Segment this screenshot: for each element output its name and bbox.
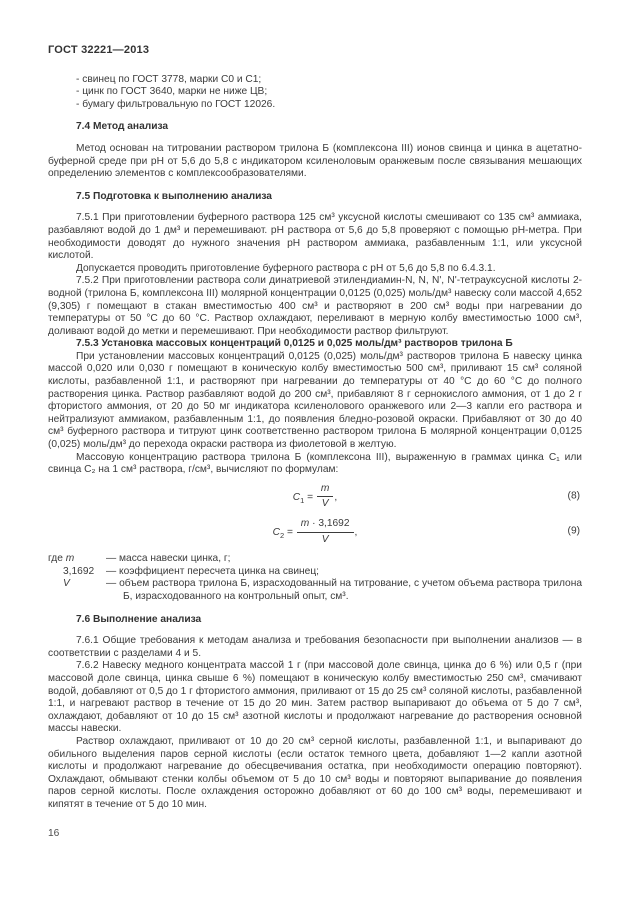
where-term: V (63, 578, 70, 590)
where-term: 3,1692 (63, 565, 95, 577)
formula-8-subscript: 1 (300, 495, 305, 505)
formula-8-variable: C (292, 491, 301, 503)
term-symbol: m (65, 553, 75, 565)
paragraph-7-5-3a: При установлении массовых концентраций 0,0125 (0,025) моль/дм³ растворов трилона Б навеску цинка массой 0,020 или 0,030 г помещают в коническую колбу вместимостью 500 см³, приливают 15 см³ соляной кислоты, разбавленной 1:1, и растворяют при нагревании до температуры от 40 °С до 60 °С до полного растворения цинка. Раствор разбавляют водой до 200 см³, прибавляют 8 г сернокислого аммония, от 1 до 2 г фтористого аммония, от 20 до 50 мг индикатора ксиленолового оранжевого или 2—3 капли его раствора и нейтрализуют аммиаком, разбавленным 1:1, до появления бледно-розовой окраски. Прибавляют от 30 до 40 см³ буферного раствора и титруют цинк соответственно раствором трилона Б молярной концентрации 0,0125 (0,025) моль/дм³ до перехода окраски раствора из фиолетовой в желтую. (48, 350, 582, 451)
where-definition: — масса навески цинка, г; (106, 553, 231, 565)
numerator-factor: · 3,1692 (309, 518, 350, 529)
numerator-variable: m (320, 482, 330, 494)
fraction-numerator (317, 483, 334, 497)
equals-sign: = (287, 526, 293, 538)
materials-item: - цинк по ГОСТ 3640, марки не ниже ЦВ; (76, 86, 268, 98)
equation-number-9: (9) (567, 525, 580, 537)
paragraph-7-5-3b: Массовую концентрацию раствора трилона Б (комплексона III), выраженную в граммах цинка C₁ или свинца C₂ на 1 см³ раствора, г/см³, вычисляют по формулам: (48, 451, 582, 476)
formula-9-comma: , (354, 526, 358, 538)
fraction (297, 518, 354, 546)
where-row (48, 553, 582, 566)
formula-9-row (48, 518, 582, 546)
paragraph-7-5-1-note: Допускается проводить приготовление буферного раствора с pH от 5,6 до 5,8 по 6.4.3.1. (76, 262, 496, 274)
where-definition: — объем раствора трилона Б, израсходованный на титрование, с учетом объема раствора трилона Б, израсходованного на контрольный опыт, см³. (106, 578, 582, 602)
equals-sign: = (307, 491, 314, 503)
numerator-variable: m (300, 518, 310, 529)
paragraph-7-5-2: 7.5.2 При приготовлении раствора соли динатриевой этилендиамин-N, N, N', N'-тетрауксусной кислоты 2-водной (трилона Б, комплексона III) молярной концентрации 0,0125 (0,025) моль/дм³ навеску соли массой 4,652 (9,305) г помещают в стакан вместимостью 400 см³ и растворяют в 200 см³ воды при нагревании до температуры от 50 °С до 60 °С. Раствор охлаждают, переливают в мерную колбу вместимостью 1000 см³, доливают водой до метки и перемешивают. При необходимости раствор фильтруют. (48, 275, 582, 337)
where-definition: — коэффициент пересчета цинка на свинец; (106, 565, 320, 577)
where-term (48, 553, 106, 566)
fraction-denominator: V (297, 532, 354, 547)
formula-8-comma: , (334, 491, 338, 503)
section-heading-7-4: 7.4 Метод анализа (76, 121, 169, 133)
materials-item: - свинец по ГОСТ 3778, марки С0 и С1; (76, 73, 262, 85)
fraction-denominator: V (317, 496, 334, 511)
fraction-numerator (297, 518, 354, 532)
section-heading-7-5: 7.5 Подготовка к выполнению анализа (76, 190, 272, 202)
formula-9-subscript: 2 (279, 530, 285, 540)
paragraph-7-5-1: 7.5.1 При приготовлении буферного раствора 125 см³ уксусной кислоты смешивают со 135 см³ аммиака, разбавляют водой до 1 дм³ и перемешивают. pH раствора от 5,6 до 5,8 проверяют с помощью pH-метра. При необходимости доводят до нужного значения pH раствором аммиака, разбавленным 1:1, или уксусной кислотой. (48, 212, 582, 262)
page-number: 16 (48, 828, 60, 839)
subsection-heading-7-5-3: 7.5.3 Установка массовых концентраций 0,0125 и 0,025 моль/дм³ растворов трилона Б (76, 338, 513, 350)
formula-8-row (48, 483, 582, 511)
formula-8 (293, 483, 338, 511)
where-definitions-list (48, 553, 582, 603)
equation-number-8: (8) (567, 490, 580, 502)
fraction (317, 483, 334, 511)
materials-item: - бумагу фильтровальную по ГОСТ 12026. (76, 98, 276, 110)
formula-9 (273, 518, 358, 546)
where-row (48, 578, 582, 603)
section-heading-7-6: 7.6 Выполнение анализа (76, 613, 202, 625)
paragraph-7-6-2: 7.6.2 Навеску медного концентрата массой 1 г (при массовой доле свинца, цинка до 6 %) или 0,5 г (при массовой доле свинца, цинка свыше 6 %) помещают в коническую колбу вместимостью 250 см³, смачивают водой, добавляют от 0,5 до 1 г фтористого аммония, приливают от 15 до 25 см³ соляной кислоты, разбавленной 1:1, и нагревают раствор в течение от 15 до 20 мин. Затем раствор выпаривают до объема от 5 до 7 см³, охлаждают, добавляют от 10 до 15 см³ азотной кислоты и продолжают нагревание до растворения основной массы навески. (48, 660, 582, 735)
doc-header: ГОСТ 32221—2013 (48, 44, 150, 56)
materials-list (48, 74, 582, 112)
where-row (48, 566, 582, 579)
paragraph-7-6-1: 7.6.1 Общие требования к методам анализа и требования безопасности при выполнении анализов — в соответствии с разделами 4 и 5. (48, 635, 582, 659)
where-label: где (48, 553, 66, 565)
paragraph-7-4: Метод основан на титровании раствором трилона Б (комплексона III) ионов свинца и цинка в ацетатно-буферной среде при pH от 5,6 до 5,8 с индикатором ксиленоловым оранжевым после связывания мешающих определению элементов с комплексообразователями. (48, 142, 582, 180)
paragraph-7-6-2-continued: Раствор охлаждают, приливают от 10 до 20 см³ серной кислоты, разбавленной 1:1, и выпаривают до обильного выделения паров серной кислоты (если остаток темного цвета, добавляют 1—2 капли азотной кислоты и продолжают нагревание до обесцвечивания остатка, при необходимости операцию повторяют). Охлаждают, обмывают стенки колбы объемом от 5 до 10 см³ воды и повторяют выпаривание до появления паров серной кислоты. После охлаждения осторожно добавляют от 60 до 100 см³ воды, перемешивают и кипятят в течение от 5 до 10 мин. (48, 735, 582, 810)
formula-9-variable: C (272, 526, 280, 538)
